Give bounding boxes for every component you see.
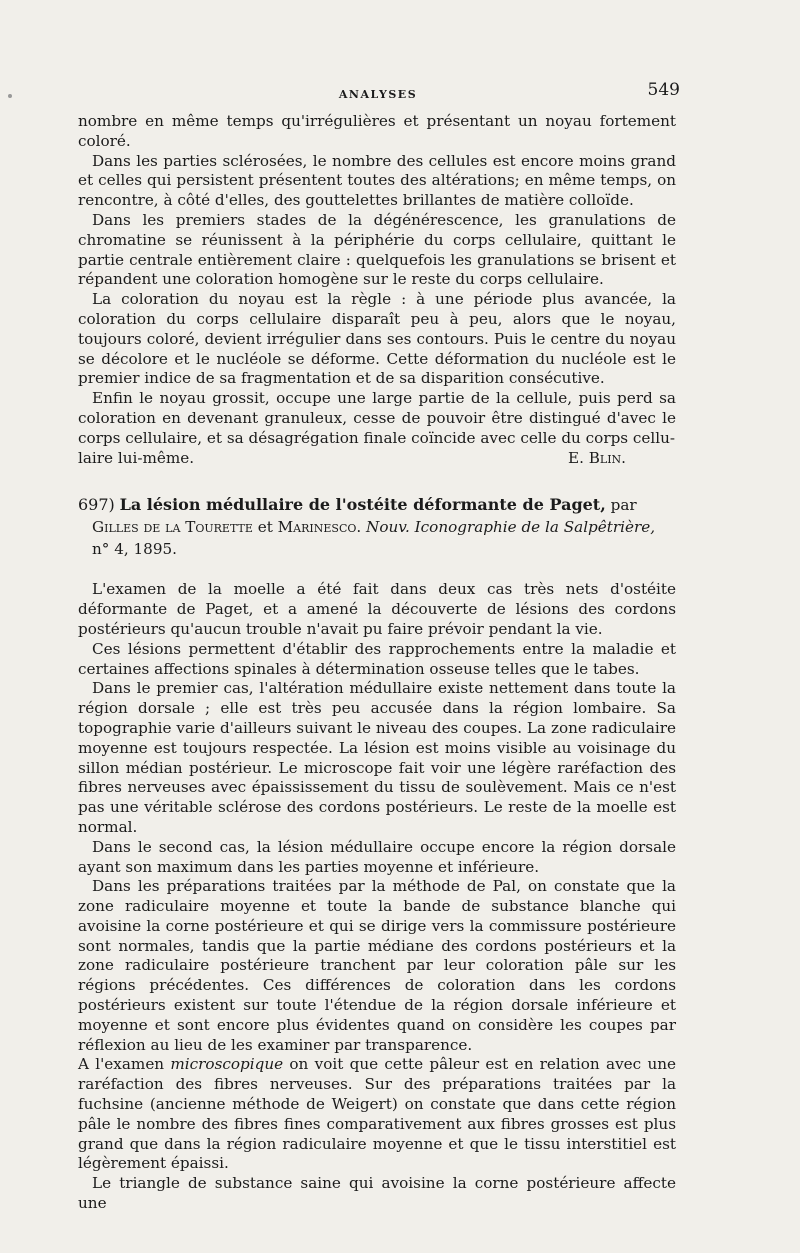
micro-italic: microscopique: [170, 1055, 284, 1074]
paragraph-microscopic: [78, 1055, 676, 1174]
running-head: [78, 80, 680, 106]
author-1: Gilles de la Tourette: [92, 518, 253, 537]
entry-number: 697): [78, 495, 115, 515]
entry-issue: n° 4, 1895.: [92, 540, 177, 559]
entry-by: par: [610, 496, 637, 515]
spacer: [78, 560, 676, 580]
paragraph: Dans le second cas, la lésion médullaire occupe encore la région dorsale ayant son maximum dans les parties moyenne et inférieure.: [78, 837, 676, 876]
paragraph: Le triangle de substance saine qui avoisine la corne postérieure affecte une: [78, 1174, 676, 1213]
journal: Nouv. Iconographie de la Salpêtrière,: [366, 518, 656, 537]
running-head-title: ANALYSES: [338, 88, 418, 101]
body-text: [78, 112, 676, 1214]
micro-after: on voit que cette pâleur est en relation avec une raréfaction des fibres nerveuses. Sur des préparations traitées par la fuchsine (ancienne méthode de Weigert) on constate que dans cette région pâle le nombre des fibres fines comparativement aux fibres grosses est plus grand que dans la région radiculaire moyenne et que le tissu interstitiel est légèrement épaissi.: [78, 1055, 677, 1173]
micro-before: A l'examen: [78, 1055, 165, 1074]
paragraph: Dans les premiers stades de la dégénérescence, les granulations de chromatine se réunissent à la périphérie du corps cellulaire, quittant le partie centrale entièrement claire : quelquefois les granulations se brisent et répandent une coloration homogène sur le reste du corps cellulaire.: [78, 210, 676, 289]
scan-speck: [8, 94, 12, 98]
closing-line: [78, 449, 676, 469]
paragraph: Ces lésions permettent d'établir des rapprochements entre la maladie et certaines affections spinales à détermination osseuse telles que le tabes.: [78, 639, 676, 678]
paragraph: Dans les préparations traitées par la méthode de Pal, on constate que la zone radiculaire moyenne et toute la bande de substance blanche qui avoisine la corne postérieure et qui se dirige vers la commissure postérieure sont normales, tandis que la partie médiane des cordons postérieurs et la zone radiculaire postérieure tranchent par leur coloration pâle sur les régions précédentes. Ces différences de coloration dans les cordons postérieurs existent sur toute l'étendue de la région dorsale inférieure et moyenne et sont encore plus évidentes quand on considère les coupes par réflexion au lieu de les examiner par transparence.: [78, 877, 676, 1054]
paragraph: La coloration du noyau est la règle : à une période plus avancée, la coloration du corps cellulaire disparaît peu à peu, alors que le noyau, toujours coloré, devient irrégulier dans ses contours. Puis le centre du noyau se décolore et le nucléole se déforme. Cette déformation du nucléole est le premier indice de sa fragmentation et de sa disparition consécutive.: [78, 290, 676, 388]
closing-text: laire lui-même.: [78, 448, 195, 467]
signature: E. Blin.: [567, 448, 626, 467]
page-number: 549: [647, 80, 680, 100]
entry-title: La lésion médullaire de l'ostéite déformante de Paget,: [119, 495, 606, 515]
paragraph: Dans les parties sclérosées, le nombre des cellules est encore moins grand et celles qui persistent présentent toutes des altérations; en même temps, on rencontre, à côté d'elles, des gouttelettes brillantes de matière colloïde.: [78, 151, 676, 210]
author-2: Marinesco.: [277, 518, 362, 537]
paragraph: L'examen de la moelle a été fait dans deux cas très nets d'ostéite déformante de Paget, et a amené la découverte de lésions des cordons postérieurs qu'aucun trouble n'avait pu faire prévoir pendant la vie.: [78, 580, 676, 638]
entry-citation: [78, 516, 676, 538]
author-conjunction: et: [257, 518, 273, 537]
paragraph: Enfin le noyau grossit, occupe une large partie de la cellule, puis perd sa coloration en devenant granuleux, cesse de pouvoir être distingué d'avec le corps cellulaire, et sa désagrégation finale coïncide avec celle du corps cellu-: [78, 389, 676, 447]
entry-heading: [78, 494, 676, 560]
paragraph: Dans le premier cas, l'altération médullaire existe nettement dans toute la région dorsale ; elle est très peu accusée dans la région lombaire. Sa topographie varie d'ailleurs suivant le niveau des coupes. La zone radiculaire moyenne est toujours respectée. La lésion est moins visible au voisinage du sillon médian postérieur. Le microscope fait voir une légère raréfaction des fibres nerveuses avec épaississement du tissu de soulèvement. Mais ce n'est pas une véritable sclérose des cordons postérieurs. Le reste de la moelle est normal.: [78, 679, 676, 836]
paragraph: nombre en même temps qu'irrégulières et présentant un noyau fortement coloré.: [78, 112, 676, 150]
